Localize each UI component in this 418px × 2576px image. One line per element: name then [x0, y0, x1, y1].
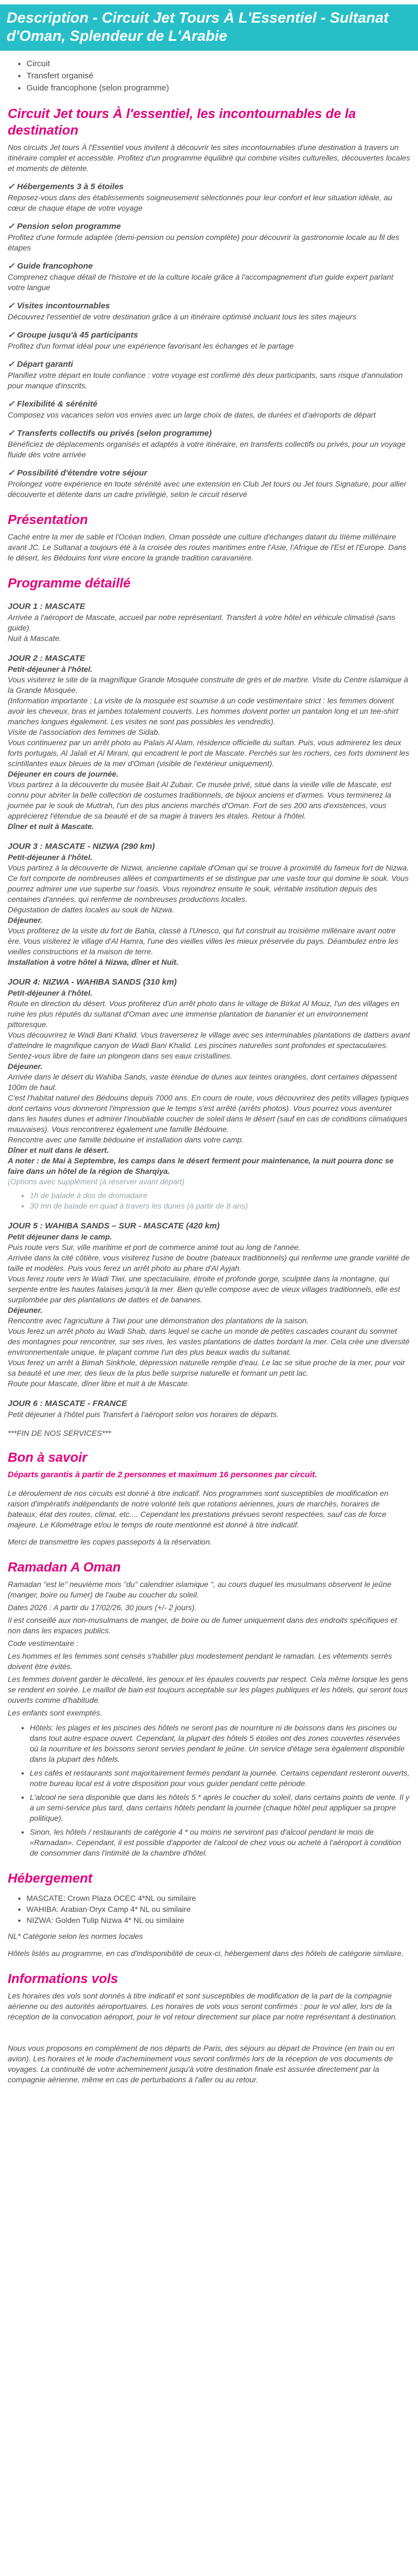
- day-line: Dégustation de dattes locales au souk de Nizwa.: [8, 905, 174, 914]
- day-title: JOUR 1 : MASCATE: [8, 602, 85, 611]
- feature-text: Comprenez chaque détail de l'histoire et de la culture locale grâce à l'accompagnement d'un guide expert parlant votre langue: [8, 272, 394, 292]
- lodging-heading: Hébergement: [8, 1871, 93, 1886]
- ramadan-text: Les enfants sont exemptés.: [8, 1708, 103, 1717]
- program-day: [8, 976, 410, 1211]
- day-line: Petit-déjeuner à l'hôtel.: [8, 988, 93, 997]
- feature-label: ✓ Pension selon programme: [8, 222, 121, 231]
- day-line: Vous partirez à la découverte du musée Bait Al Zubair. Ce musée privé, situé dans la vieille ville de Mascate, est connu pour abriter la belle collection de costumes traditionnels, de bijoux anciens et d'armes. Vous terminerez la journée par le souk de Muttrah, l'un des plus anciens marchés d'Oman. Fort de ses 200 ans d'existences, vous apprécierez l'étendue de sa beauté et de sa magie à travers les étales. Retour à l'hôtel.: [8, 780, 392, 820]
- day-line: Route pour Mascate, dîner libre et nuit à de Mascate.: [8, 1379, 190, 1388]
- list-item: • Les cafés et restaurants sont majoritairement fermés pendant la journée. Certains cependant resteront ouverts, notre bureau local est à votre disposition pour vous guider pendant cette période.: [30, 1768, 410, 1789]
- day-title: JOUR 3 : MASCATE - NIZWA (290 km): [8, 842, 155, 851]
- spacer: [8, 2029, 410, 2043]
- day-line: Visite de l'association des femmes de Sidab.: [8, 728, 160, 736]
- day-line: Petit déjeuner dans le camp.: [8, 1232, 112, 1241]
- day-line: Déjeuner en cours de journée.: [8, 769, 119, 778]
- page: [0, 4, 418, 2114]
- list-item: • WAHIBA: Arabian Oryx Camp 4* NL ou similaire: [26, 1904, 410, 1915]
- presentation-heading: Présentation: [8, 512, 88, 527]
- ramadan-text: Les femmes doivent garder le décolleté, les genoux et les épaules couverts par respect. Cela même lorsque les gens se rendent en soirée. Le maillot de bain est toujours acceptable sur les plages publiques et les hôtels, qui seront tous ouverts comme d'habitude.: [8, 1675, 409, 1704]
- list-item: • MASCATE: Crown Plaza OCEC 4*NL ou similaire: [26, 1893, 410, 1904]
- feature-text: Planifiez votre départ en toute confiance : votre voyage est confirmé dès deux participants, sans risque d'annulation pour manque d'inscrits.: [8, 371, 403, 390]
- day-title: JOUR 6 : MASCATE - FRANCE: [8, 1399, 127, 1408]
- feature-text: Reposez-vous dans des établissements soigneusement sélectionnés pour leur confort et leur situation idéale, au cœur de chaque étape de votre voyage: [8, 193, 393, 212]
- feature-text: Découvrez l'essentiel de votre destination grâce à un itinéraire optimisé incluant tous les sites majeurs: [8, 312, 357, 321]
- ramadan-text: Il est conseillé aux non-musulmans de manger, de boire ou de fumer uniquement dans des endroits spécifiques et non dans les espaces publics.: [8, 1616, 397, 1635]
- day-line: (Information importante : La visite de la mosquée est soumise à un code vestimentaire strict : les femmes doivent avoir les cheveux, bras et jambes totalement couverts. Les hommes doivent porter un pantalon long et un tee-shirt manches longues également. Les visites ne sont pas possibles les vendredis).: [8, 696, 399, 726]
- good-to-know-text: Le déroulement de nos circuits est donné à titre indicatif. Nos programmes sont susceptibles de modification en raison d'impératifs indépendants de notre volonté tels que rotations aériennes, jours de marchés, horaires de bateaux, état des routes, climat, etc.... Cependant les prestations prévues seront respectées, sauf cas de force majeure. Le Kilométrage et/ou le temps de route mentionné est donné à titre indicatif.: [8, 1489, 389, 1529]
- feature-label: ✓ Hébergements 3 à 5 étoiles: [8, 182, 124, 191]
- day-line: (Options avec supplément (à réserver avant départ): [8, 1177, 185, 1186]
- list-item: • NIZWA: Golden Tulip Nizwa 4* NL ou similaire: [26, 1915, 410, 1926]
- page-title: Description - Circuit Jet Tours À L'Essentiel - Sultanat d'Oman, Splendeur de L'Arabie: [0, 4, 418, 51]
- program-day: [8, 1398, 410, 1420]
- day-line: Rencontre avec une famille bédouine et installation dans votre camp.: [8, 1135, 244, 1144]
- day-line: Vous profiterez de la visite du fort de Bahla, classé à l'Unesco, qui fut construit au troisième millénaire avant notre ère. Vous visiterez le village d'Al Hamra, l'une des vieilles villes les mieux préservée du pays. Déambulez entre les vieilles constructions et la maison de terre.: [8, 926, 399, 956]
- day-line: Nuit à Mascate.: [8, 634, 62, 643]
- day-title: JOUR 2 : MASCATE: [8, 654, 85, 663]
- inclusions-list: [8, 58, 410, 94]
- presentation-text: Caché entre la mer de sable et l'Océan Indien, Oman possède une culture d'échanges datant du IIIème millénaire avant JC. Le Sultanat a toujours été à la croisée des routes maritimes entre l'Asie, l'Afrique de l'Est et l'Europe. Dans le désert, les Bédouins font vivre encore la grande tradition caravanière.: [8, 532, 406, 562]
- day-line: Route en direction du désert. Vous profiterez d'un arrêt photo dans le village de Birkat Al Mouz, l'un des villages en ruine les plus réputés du sultanat d'Oman avec une immense plantation de bananier et un environnement pittoresque.: [8, 999, 400, 1029]
- day-line: Puis route vers Sur, ville maritime et port de commerce animé tout au long de l'année.: [8, 1243, 301, 1252]
- list-item: • L'alcool ne sera disponible que dans les hôtels 5 * après le coucher du soleil, dans certains points de vente. Il y a un semi-service plus tard, dans certains hôtels pendant la journée (chaque hôtel peut appliquer sa propre politique).: [30, 1792, 410, 1824]
- content: [0, 58, 418, 2085]
- feature-text: Profitez d'une formule adaptée (demi-pension ou pension complète) pour découvrir la gastronomie locale au fil des étapes: [8, 233, 400, 252]
- feature-text: Prolongez votre expérience en toute sérénité avec une extension en Club Jet tours ou Jet tours Signature, pour allier découverte et détente dans un cadre privilégié, selon le circuit réservé: [8, 479, 406, 499]
- feature-label: ✓ Possibilité d'étendre votre séjour: [8, 468, 147, 478]
- lodging-note: Hôtels listés au programme, en cas d'indisponibilité de ceux-ci, hébergement dans des hôtels de catégorie similaire.: [8, 1949, 404, 1958]
- feature-label: ✓ Visites incontournables: [8, 301, 110, 311]
- list-item: • Hôtels: les plages et les piscines des hôtels ne seront pas de nourriture ni de boissons dans les piscines ou dans tout autre espace ouvert. Cependant, la plupart des hôtels 5 étoiles ont des zones couvertes réservées où la nourriture et les boissons seront servies pendant le jeûne. Un service d'étage sera également disponible dans la plupart des hôtels.: [30, 1723, 410, 1765]
- day-line: Dîner et nuit à Mascate.: [8, 822, 94, 831]
- passport-note: Merci de transmettre les copies passeports à la réservation.: [8, 1537, 212, 1546]
- options-list: [8, 1190, 410, 1211]
- ramadan-text: Ramadan "est le" neuvième mois "du" calendrier islamique ", au cours duquel les musulmans observent le jeûne (manger, boire ou fumer) de l'aube au coucher du soleil.: [8, 1580, 392, 1599]
- program-day: [8, 1220, 410, 1389]
- day-line: C'est l'habitat naturel des Bédouins depuis 7000 ans. En cours de route, vous découvrirez des petits villages typiques dont certains vous donneront l'impression que le temps s'est arrêté (arrêts photos). Vous pourrez vous aventurer dans les hautes dunes et admirer l'inoubliable coucher de soleil dans le désert (sauf en cas de conditions climatiques mauvaises). Vous rencontrerez également une famille Bédouine.: [8, 1093, 409, 1134]
- feature-text: Composez vos vacances selon vos envies avec un large choix de dates, de durées et d'aéroports de départ: [8, 410, 376, 419]
- list-item: • Guide francophone (selon programme): [26, 83, 410, 94]
- day-line: Vous partirez à la découverte de Nizwa, ancienne capitale d'Oman qui se trouve à proximité du fameux fort de Nizwa. Ce fort comporte de nombreuses allées et compartiments et se distingue par une vaste tour qui domine le souk. Vous pourrez admirer une vue superbe sur l'oasis. Vous rejoindrez ensuite le souk, véritable institution depuis des centaines d'années, qui renferme de nombreuses productions locales.: [8, 863, 409, 904]
- day-line: Déjeuner.: [8, 1306, 43, 1314]
- intro-text: Nos circuits Jet tours À l'Essentiel vous invitent à découvrir les sites incontournables d'une destination à travers un itinéraire complet et accessible. Profitez d'un programme équilibré qui combine visites culturelles, découvertes locales et moments de détente.: [8, 143, 410, 173]
- ramadan-text: Les hommes et les femmes sont censés s'habiller plus modestement pendant le ramadan. Les vêtements serrés doivent être évités.: [8, 1652, 392, 1671]
- day-line: Vous ferez un arrêt photo au Wadi Shab, dans lequel se cache un monde de petites cascades courant du sommet des montagnes pour rencontrer, sur ses rives, les vastes plantations de dattes bordant la mer. Cela crée une diversité environnementale unique, le plaçant comme l'un des plus beaux wadis du sultanat.: [8, 1327, 410, 1356]
- day-line: Petit-déjeuner à l'hôtel.: [8, 665, 93, 674]
- lodging-note: NL* Catégorie selon les normes locales: [8, 1932, 143, 1941]
- day-line: Déjeuner.: [8, 1062, 43, 1071]
- good-to-know-heading: Bon à savoir: [8, 1450, 88, 1465]
- feature-text: Profitez d'un format idéal pour une expérience favorisant les échanges et le partage: [8, 341, 294, 350]
- day-line: Vous ferez un arrêt à Bimah Sinkhole, dépression naturelle remplie d'eau. Le lac se situe proche de la mer, pour voir sa beauté et une mer, des lieux de la plus belle surprise naturelle et formant un petit lac.: [8, 1358, 405, 1377]
- program-heading: Programme détaillé: [8, 576, 131, 591]
- day-line: A noter : de Mai à Septembre, les camps dans le désert ferment pour maintenance, la nuit pourra donc se faire dans un hôtel de la région de Sharqiya.: [8, 1156, 394, 1175]
- departure-warning: Départs garantis à partir de 2 personnes et maximum 16 personnes par circuit.: [8, 1470, 318, 1479]
- day-line: Arrivée dans le désert du Wahiba Sands, vaste étendue de dunes aux teintes orangées, dont certaines dépassent 100m de haut.: [8, 1072, 397, 1092]
- day-line: Rencontre avec l'agriculture à Tiwi pour une démonstration des plantations de la saison.: [8, 1316, 309, 1325]
- program-day: [8, 841, 410, 968]
- day-line: Dîner et nuit dans le désert.: [8, 1146, 109, 1155]
- day-line: Vous découvrirez le Wadi Bani Khalid. Vous traverserez le village avec ses interminables plantations de dattiers avant d'atteindre le magnifique canyon de Wadi Bani Khalid. Les piscines naturelles sont profondes et spectaculaires. Sentez-vous libre de faire un plongeon dans ses eaux cristallines.: [8, 1030, 410, 1060]
- feature-label: ✓ Guide francophone: [8, 261, 93, 271]
- option-item: • 30 mn de balade en quad à travers les dunes (à partir de 8 ans): [30, 1201, 410, 1211]
- program-day: [8, 653, 410, 832]
- flights-heading: Informations vols: [8, 1971, 119, 1986]
- ramadan-list: [8, 1723, 410, 1858]
- ramadan-dress-code: Code vestimentaire :: [8, 1639, 79, 1648]
- day-line: Arrivée dans la cité côtière, vous visiterez l'usine de boutre (bateaux traditionnels) qui renferme une grande variété de taille et modèles. Puis vous ferez un arrêt photo au phare d'Al Ayjah.: [8, 1253, 410, 1273]
- day-line: Vous visiterez le site de la magnifique Grande Mosquée construite de grès et de marbre. Visite du Centre islamique à la Grande Mosquée.: [8, 675, 409, 694]
- list-item: • Transfert organisé: [26, 71, 410, 82]
- program-day: [8, 601, 410, 644]
- intro-heading: Circuit Jet tours À l'essentiel, les incontournables de la destination: [8, 106, 356, 138]
- day-line: Vous continuerez par un arrêt photo au Palais Al Alam, résidence officielle du sultan. Puis, vous admirerez les deux forts portugais, Al Jalali et Al Mirani, qui encadrent le port de Mascate. Perchés sur les rochers, ces forts dominent les scintillantes eaux bleues de la mer d'Oman (visible de l'extérieur uniquement).: [8, 738, 410, 768]
- ramadan-dates: Dates 2026 : A partir du 17/02/26, 30 jours (+/- 2 jours).: [8, 1603, 197, 1612]
- day-line: Installation à votre hôtel à Nizwa, dîner et Nuit.: [8, 958, 179, 966]
- list-item: • Sinon, les hôtels / restaurants de catégorie 4 * ou moins ne serviront pas d'alcool pendant le mois de «Ramadan». Cependant, il est possible d'apporter de l'alcool de chez vous ou acheté à l'aéroport à condition de consommer dans l'intimité de la chambre d'hôtel.: [30, 1827, 410, 1858]
- day-line: Arrivée à l'aéroport de Mascate, accueil par notre représentant. Transfert à votre hôtel en véhicule climatisé (sans guide).: [8, 613, 395, 632]
- day-title: JOUR 4: NIZWA - WAHIBA SANDS (310 km): [8, 977, 177, 987]
- feature-text: Bénéficiez de déplacements organisés et adaptés à votre itinéraire, en transferts collectifs ou privés, pour un voyage fluide dès votre arrivée: [8, 440, 406, 459]
- day-line: Petit-déjeuner à l'hôtel.: [8, 853, 93, 862]
- feature-label: ✓ Groupe jusqu'à 45 participants: [8, 330, 138, 340]
- day-line: Vous ferez route vers le Wadi Tiwi, une spectaculaire, étroite et profonde gorge, sculptée dans la montagne, qui serpente entre les hautes falaises jusqu'à la mer. Bien qu'elle compose avec de vieux villages traditionnels, elle est surplombée par des plantations de dattes et de bananes.: [8, 1274, 400, 1304]
- feature-label: ✓ Transferts collectifs ou privés (selon programme): [8, 429, 212, 438]
- day-line: Petit déjeuner à l'hôtel puis Transfert à l'aéroport selon vos horaires de départs.: [8, 1410, 279, 1419]
- end-of-services: ***FIN DE NOS SERVICES***: [8, 1429, 111, 1437]
- flights-text: Les horaires des vols sont donnés à titre indicatif et sont susceptibles de modification de la part de la compagnie aérienne ou des autorités aéroportuaires. Les horaires de vols vous seront confirmés : pour le vol aller, lors de la réception de la convocation aéroport, pour le vol retour directement sur place par notre représentant à destination.: [8, 1991, 398, 2021]
- day-title: JOUR 5 : WAHIBA SANDS – SUR - MASCATE (420 km): [8, 1221, 220, 1231]
- option-item: • 1h de balade à dos de dromadaire: [30, 1190, 410, 1201]
- program-days: [8, 601, 410, 1420]
- ramadan-heading: Ramadan A Oman: [8, 1560, 121, 1575]
- feature-label: ✓ Départ garanti: [8, 360, 73, 369]
- day-line: Déjeuner.: [8, 916, 43, 924]
- feature-label: ✓ Flexibilité & sérénité: [8, 399, 98, 409]
- list-item: • Circuit: [26, 58, 410, 70]
- features-list: [8, 181, 410, 500]
- hotels-list: [8, 1893, 410, 1926]
- flights-text: Nous vous proposons en complément de nos départs de Paris, des séjours au départ de Province (en train ou en avion). Les horaires et le mode d'acheminement vous seront confirmés lors de la réception de vos documents de voyages. La continuité de votre acheminement jusqu'à votre destination finale est assurée directement par la compagnie aérienne, même en cas de perturbations à l'aller ou au retour.: [8, 2044, 395, 2084]
